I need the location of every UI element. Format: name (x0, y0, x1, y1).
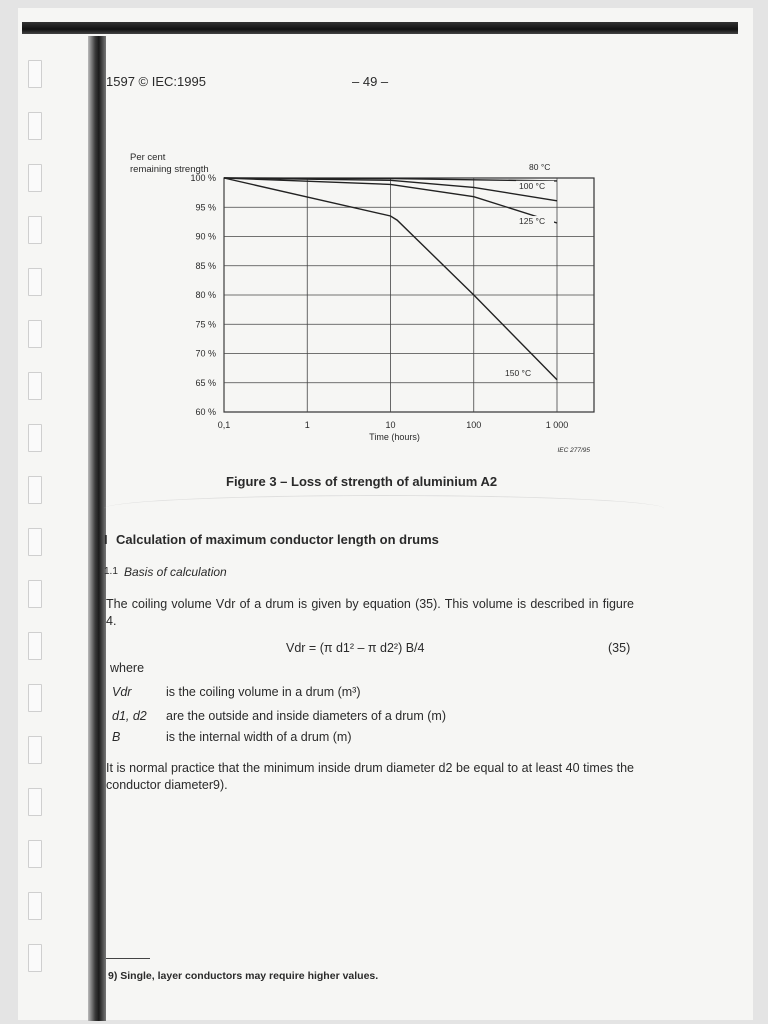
y-axis-label-line2: remaining strength (130, 164, 209, 175)
def-text-vdr: is the coiling volume in a drum (m³) (166, 685, 361, 699)
equation-number: (35) (608, 641, 631, 655)
section-number: I (104, 532, 108, 547)
page-number: – 49 – (352, 74, 389, 89)
x-tick-label: 10 (385, 420, 396, 430)
where-label: where (110, 661, 145, 675)
x-tick-label: 100 (466, 420, 482, 430)
series-label-3: 150 °C (505, 367, 532, 378)
x-tick-label: 0,1 (217, 420, 231, 430)
y-tick-label: 100 % (190, 173, 216, 183)
binding-holes (28, 60, 44, 1010)
footnote-rule (106, 958, 150, 959)
subsection-title: Basis of calculation (124, 565, 227, 579)
def-symbol-d1-d2: d1, d2 (112, 709, 147, 723)
y-tick-label: 60 % (195, 407, 216, 417)
x-tick-label: 1 (304, 420, 310, 430)
def-text-d1-d2: are the outside and inside diameters of a drum (m) (166, 709, 446, 723)
def-text-b: is the internal width of a drum (m) (166, 730, 352, 744)
y-tick-label: 70 % (195, 348, 216, 359)
binding-shadow (88, 36, 106, 1021)
series-label-0: 80 °C (529, 161, 551, 172)
series-label-2: 125 °C (519, 216, 546, 227)
scan-smudge (104, 495, 664, 522)
section-title: Calculation of maximum conductor length on drums (116, 532, 439, 547)
equation-35: Vdr = (π d1² – π d2²) B/4 (286, 641, 425, 655)
def-symbol-b: B (112, 730, 121, 744)
footnote: 9) Single, layer conductors may require higher values. (108, 970, 379, 982)
source-mark: IEC 277/95 (557, 447, 590, 454)
strength-chart (126, 150, 606, 460)
y-tick-label: 85 % (195, 260, 216, 271)
series-label-1: 100 °C (519, 180, 546, 191)
y-axis-label-line1: Per cent (130, 152, 166, 163)
figure-caption: Figure 3 – Loss of strength of aluminium A2 (226, 474, 498, 489)
def-symbol-vdr: Vdr (112, 685, 132, 699)
y-tick-label: 90 % (195, 231, 216, 242)
paragraph-coiling-volume: The coiling volume Vdr of a drum is given by equation (35). This volume is described in figure 4. (106, 597, 634, 628)
y-tick-label: 80 % (195, 290, 216, 300)
y-tick-label: 95 % (195, 202, 216, 213)
x-axis-label: Time (hours) (369, 432, 420, 442)
paragraph-practice: It is normal practice that the minimum inside drum diameter d2 be equal to at least 40 times the conductor diameter9). (106, 761, 634, 792)
y-tick-label: 75 % (195, 319, 216, 330)
y-tick-label: 65 % (195, 377, 216, 388)
header-standard: 1597 © IEC:1995 (106, 74, 206, 89)
x-tick-label: 1 000 (545, 420, 569, 430)
scan-top-band (22, 22, 738, 34)
subsection-number: 1.1 (104, 566, 118, 577)
